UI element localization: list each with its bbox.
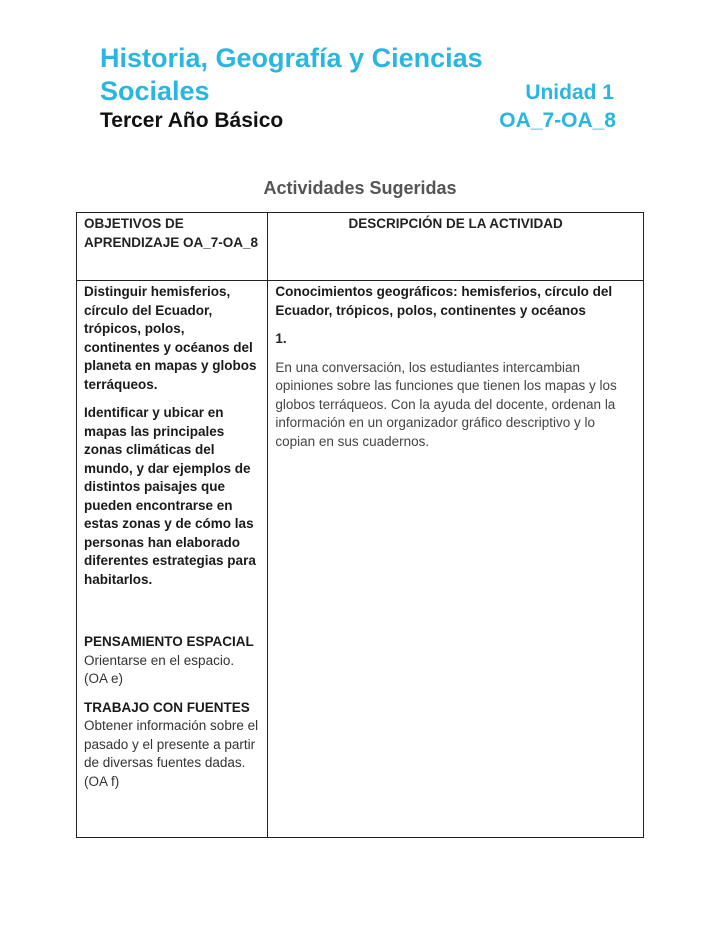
oa-range-label: OA_7-OA_8 (499, 109, 616, 132)
skill-title: TRABAJO CON FUENTES (84, 699, 250, 715)
header-title-line-1: Historia, Geografía y Ciencias (100, 43, 483, 73)
unit-label: Unidad 1 (525, 81, 614, 104)
activity-cell (268, 281, 644, 838)
objective-text: Identificar y ubicar en mapas las principales zonas climáticas del mundo, y dar ejemplos de distintos paisajes que pueden encontrarse en estas zonas y de cómo las personas han elaborado diferentes estrategias para habitarlos. (84, 405, 256, 587)
skill-description: Orientarse en el espacio. (OA e) (84, 652, 235, 686)
table-content-row (77, 281, 644, 838)
header-title-line-2: Sociales (100, 76, 210, 106)
activity-number: 1. (275, 331, 287, 346)
header-objectives: OBJETIVOS DE APRENDIZAJE OA_7-OA_8 (77, 213, 268, 281)
activity-description: En una conversación, los estudiantes intercambian opiniones sobre las funciones que tienen los mapas y los globos terráqueos. Con la ayuda del docente, ordenan la información en un organizador gráfico descriptivo y lo copian en sus cuadernos. (275, 359, 617, 449)
table-header-row (77, 213, 644, 281)
activities-table (76, 212, 644, 838)
objectives-cell (77, 281, 268, 838)
header-description: DESCRIPCIÓN DE LA ACTIVIDAD (268, 213, 644, 281)
section-title: Actividades Sugeridas (263, 178, 457, 198)
objective-text: Distinguir hemisferios, círculo del Ecuador, trópicos, polos, continentes y océanos del planeta en mapas y globos terráqueos. (84, 284, 257, 392)
knowledge-text: Conocimientos geográficos: hemisferios, círculo del Ecuador, trópicos, polos, continentes y océanos (275, 284, 613, 318)
grade-label: Tercer Año Básico (100, 109, 284, 132)
skill-description: Obtener información sobre el pasado y el presente a partir de diversas fuentes dadas. (OA f) (84, 718, 259, 789)
skill-title: PENSAMIENTO ESPACIAL (84, 634, 254, 649)
